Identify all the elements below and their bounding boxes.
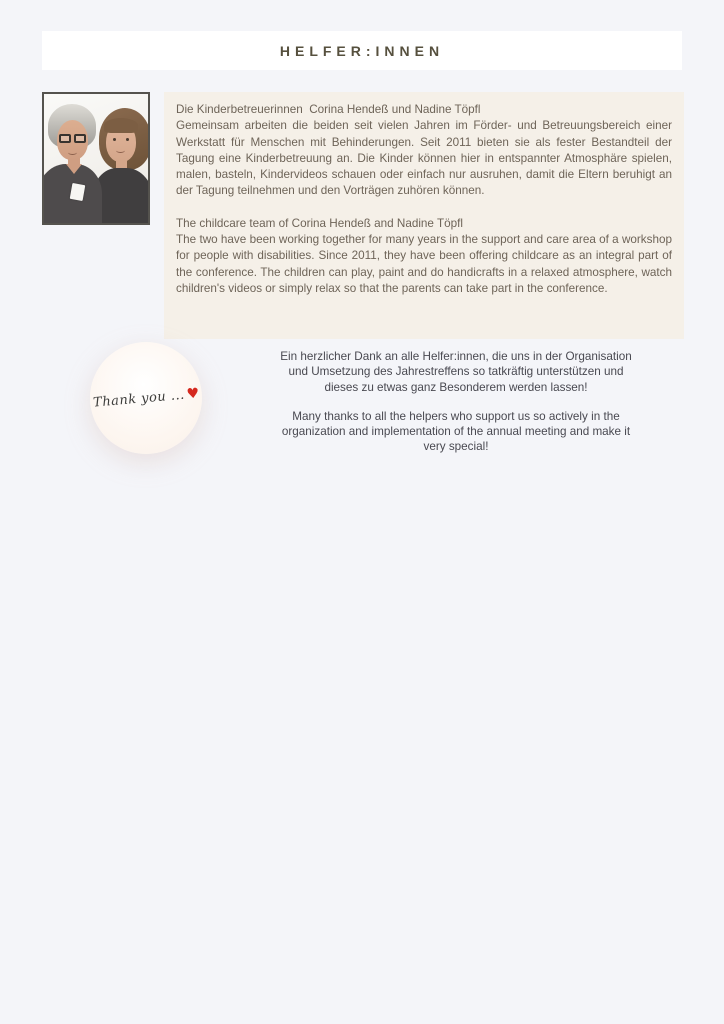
thank-you-script (92, 385, 200, 410)
info-heading-en: The childcare team of Corina Hendeß and Nadine Töpfl (176, 216, 463, 230)
team-photo (42, 92, 150, 225)
header-bar (42, 31, 682, 70)
thanks-de-line: dieses zu etwas ganz Besonderem werden lassen! (324, 380, 588, 394)
thanks-en-line: very special! (423, 440, 489, 454)
heart-icon: ♥ (185, 385, 200, 403)
info-panel (164, 92, 684, 339)
info-heading-de: Die Kinderbetreuerinnen Corina Hendeß und Nadine Töpfl (176, 103, 481, 116)
woman-right-eye (126, 138, 129, 141)
thanks-gap (230, 395, 682, 409)
paragraph-gap (176, 200, 672, 216)
thanks-text-block (230, 349, 682, 455)
info-paragraph-en: The two have been working together for many years in the support and care area of a workshop for people with disabilities. Since 2011, they have been offering childcare as an integral part of the conference. The children can play, paint and do handicrafts in a relaxed atmosphere, watch children's videos or simply relax so that the parents can take part in the conference. (176, 233, 672, 295)
woman-left-name-tag (70, 183, 86, 201)
woman-right-smile (116, 148, 125, 153)
thanks-de-line: und Umsetzung des Jahrestreffens so tatkräftig unterstützen und (288, 365, 624, 379)
thank-you-text: Thank you ... (92, 387, 185, 411)
info-paragraph-de: Gemeinsam arbeiten die beiden seit vielen Jahren im Förder- und Betreuungsbereich einer Werkstatt für Menschen mit Behinderungen. Seit 2011 bieten sie als fester Bestandteil der Tagung eine Kinderbetreuung an. Die Kinder können hier in entspannter Atmosphäre spielen, malen, basteln, Kindervideos schauen oder einfach nur ausruhen, damit die Eltern beruhigt an der Tagung teilnehmen und den Vorträgen zuhören können. (176, 119, 672, 198)
page-title: HELFER:INNEN (279, 42, 445, 59)
thank-you-badge (90, 342, 202, 454)
thanks-en-line: organization and implementation of the annual meeting and make it (281, 425, 631, 439)
woman-right-eye (113, 138, 116, 141)
thanks-en-line: Many thanks to all the helpers who support us so actively in the (292, 409, 620, 423)
woman-left-smile (68, 150, 77, 155)
woman-right-fringe (104, 118, 138, 133)
woman-left-glasses (59, 134, 87, 144)
thanks-de-line: Ein herzlicher Dank an alle Helfer:innen, die uns in der Organisation (280, 350, 632, 363)
